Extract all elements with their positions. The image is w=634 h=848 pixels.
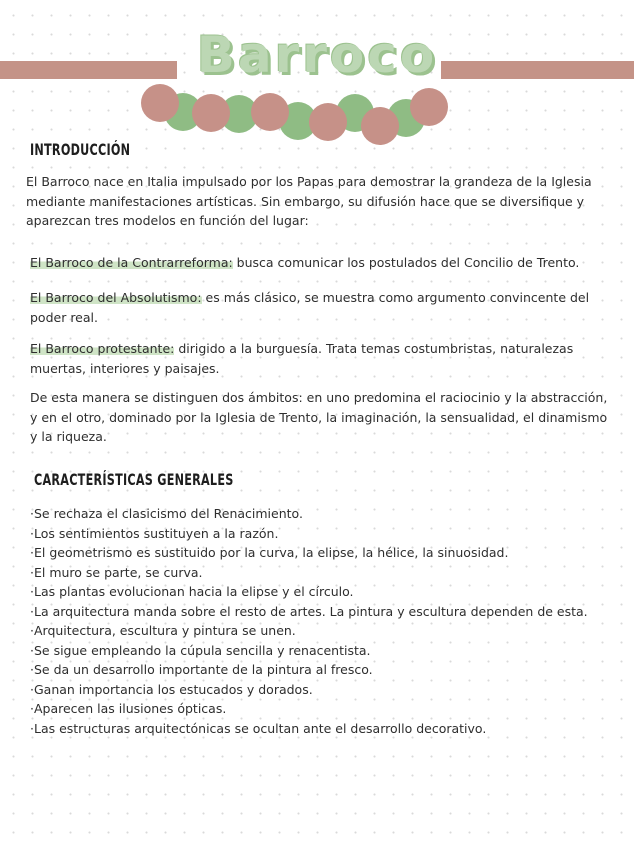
model-protestante-label: El Barroco protestante: xyxy=(30,341,175,356)
list-item: ·Los sentimientos sustituyen a la razón. xyxy=(30,525,279,541)
bead-rose xyxy=(361,107,399,145)
list-item: ·Las estructuras arquitectónicas se ocultan ante el desarrollo decorativo. xyxy=(30,720,487,736)
model-contrarreforma-text: busca comunicar los postulados del Concilio de Trento. xyxy=(232,255,580,270)
model-absolutismo-label: El Barroco del Absolutismo: xyxy=(30,290,202,305)
bead-rose xyxy=(141,84,179,122)
list-item: ·El muro se parte, se curva. xyxy=(30,564,203,580)
list-item: ·Se rechaza el clasicismo del Renacimiento. xyxy=(30,506,303,521)
model-protestante xyxy=(30,339,620,378)
model-protestante-text: dirigido a la burguesía. Trata temas costumbristas, naturalezas muertas, interiores y paisajes. xyxy=(30,341,574,376)
page-title: Barroco xyxy=(196,26,438,84)
bead-rose xyxy=(251,93,289,131)
intro-paragraph: El Barroco nace en Italia impulsado por los Papas para demostrar la grandeza de la Iglesia mediante manifestaciones artísticas. Sin embargo, su difusión hace que se diversifique y aparezcan tres modelos en función del lugar: xyxy=(26,174,592,228)
features-heading: CARACTERÍSTICAS GENERALES xyxy=(34,470,234,489)
bead-rose xyxy=(309,103,347,141)
model-absolutismo xyxy=(30,288,610,327)
list-item: ·Ganan importancia los estucados y dorados. xyxy=(30,681,313,697)
features-list xyxy=(30,504,588,738)
intro-closing: De esta manera se distinguen dos ámbitos: en uno predomina el raciocinio y la abstracción, y en el otro, dominado por la Iglesia de Trento, la imaginación, la sensualidad, el dinamismo y la riqueza. xyxy=(30,390,608,444)
list-item: ·Arquitectura, escultura y pintura se unen. xyxy=(30,623,296,638)
model-absolutismo-text: es más clásico, se muestra como argumento convincente del poder real. xyxy=(30,290,590,325)
bead-rose xyxy=(410,88,448,126)
list-item: ·La arquitectura manda sobre el resto de artes. La pintura y escultura dependen de esta. xyxy=(30,603,588,619)
list-item: ·Las plantas evolucionan hacia la elipse y el círculo. xyxy=(30,584,354,599)
intro-heading: INTRODUCCIÓN xyxy=(30,140,131,159)
list-item: ·El geometrismo es sustituido por la curva, la elipse, la hélice, la sinuosidad. xyxy=(30,545,509,560)
model-contrarreforma xyxy=(30,253,610,273)
model-contrarreforma-label: El Barroco de la Contrarreforma: xyxy=(30,255,233,270)
list-item: ·Se sigue empleando la cúpula sencilla y renacentista. xyxy=(30,642,371,658)
list-item: ·Se da un desarrollo importante de la pintura al fresco. xyxy=(30,662,373,677)
list-item: ·Aparecen las ilusiones ópticas. xyxy=(30,701,227,716)
bead-rose xyxy=(192,94,230,132)
